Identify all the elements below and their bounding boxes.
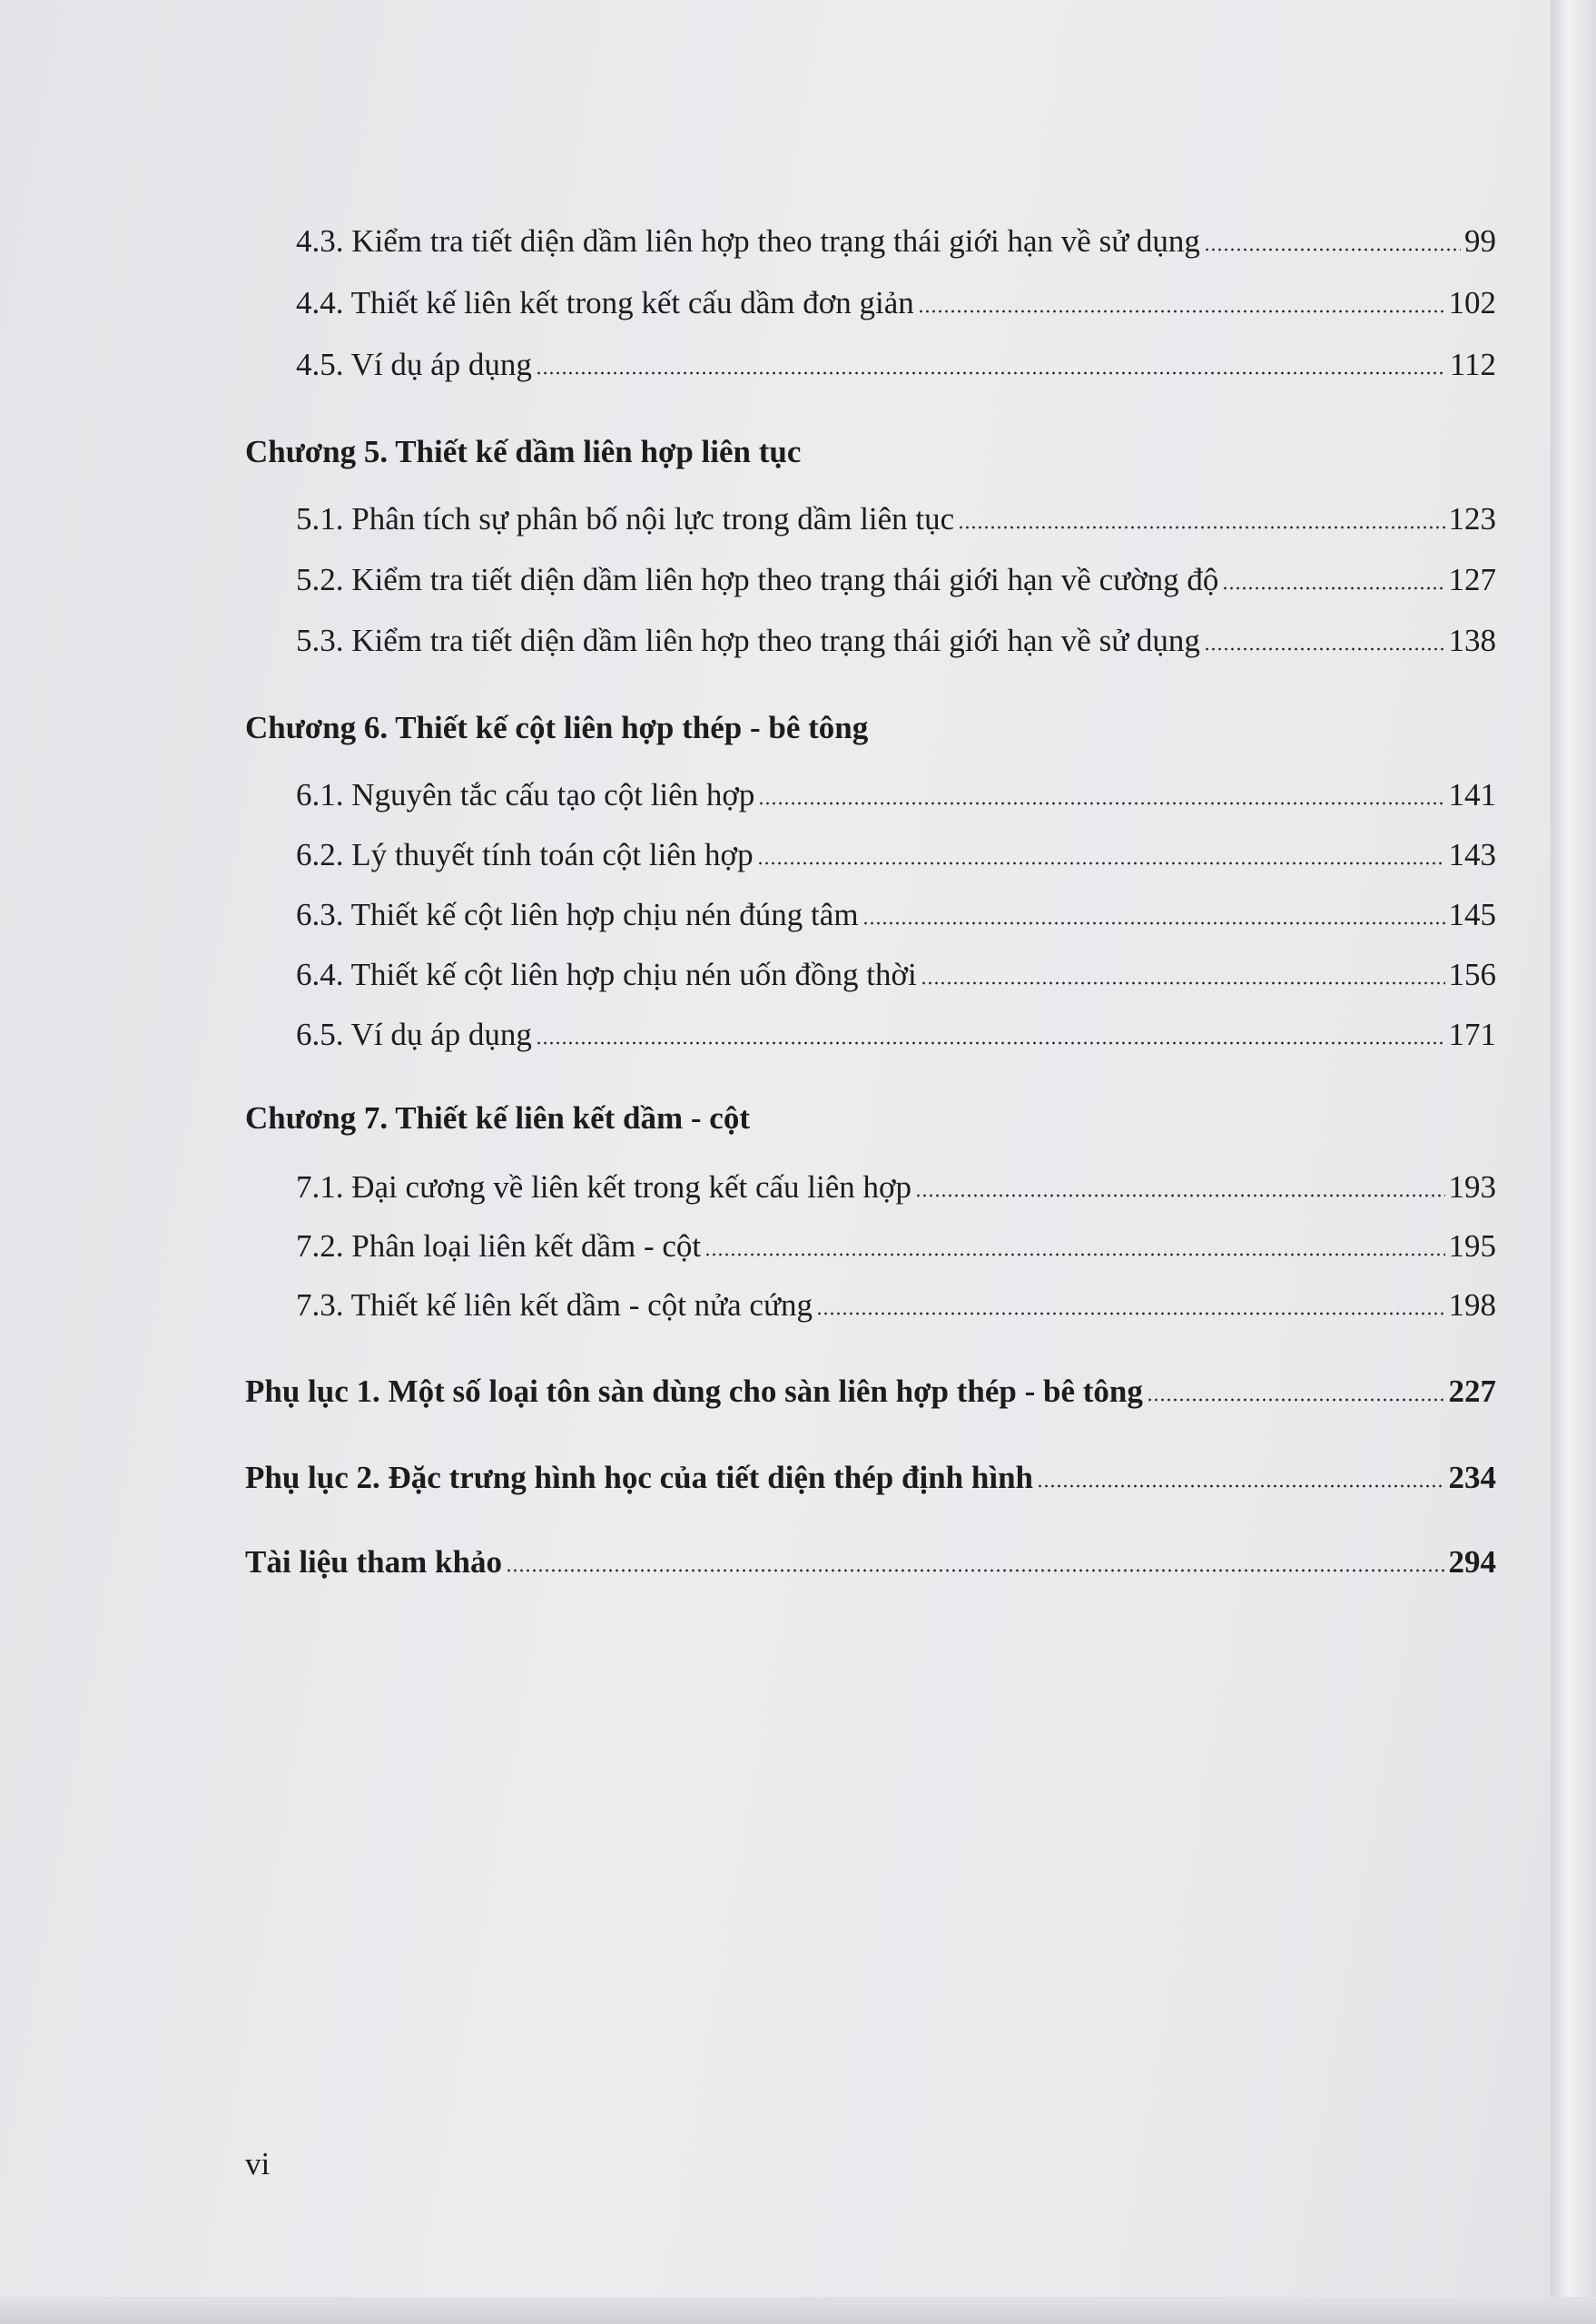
toc-entry [296,1167,1496,1207]
dot-leader [536,371,1446,375]
toc-entry-label: 4.5. Ví dụ áp dụng [296,347,532,382]
dot-leader [758,802,1444,805]
toc-entry [296,560,1496,600]
dot-leader [918,310,1445,313]
dot-leader [915,1194,1444,1197]
toc-entry-label: 4.4. Thiết kế liên kết trong kết cấu dầm đơn giản [296,285,914,320]
chapter-title: Chương 5. Thiết kế dầm liên hợp liên tục [245,434,802,469]
toc-page-number: 198 [1448,1287,1496,1323]
toc-entry [296,345,1496,385]
chapter-title: Chương 7. Thiết kế liên kết dầm - cột [245,1100,751,1136]
dot-leader [958,526,1444,529]
toc-page-number: 123 [1448,501,1496,537]
dot-leader [1204,248,1461,251]
toc-entry-label: 4.3. Kiểm tra tiết diện dầm liên hợp theo trạng thái giới hạn về sử dụng [296,223,1200,259]
dot-leader [1204,647,1445,651]
toc-entry [296,895,1496,935]
toc-page-number: 294 [1448,1544,1496,1580]
toc-entry [296,283,1496,323]
dot-leader [1222,586,1444,590]
toc-entry [296,621,1496,661]
toc-page-number: 141 [1448,777,1496,812]
dot-leader [862,921,1445,925]
chapter-title: Chương 6. Thiết kế cột liên hợp thép - bê tông [245,710,869,745]
toc-appendix-2 [245,1458,1496,1498]
toc-page-number: 99 [1464,223,1496,259]
toc-entry-label: 5.3. Kiểm tra tiết diện dầm liên hợp theo trạng thái giới hạn về sử dụng [296,623,1200,658]
toc-page-number: 138 [1448,623,1496,658]
toc-page-number: 193 [1448,1169,1496,1205]
toc-entry-label: Phụ lục 1. Một số loại tôn sàn dùng cho sàn liên hợp thép - bê tông [245,1374,1143,1409]
toc-entry [296,222,1496,261]
page-number: vi [245,2146,271,2181]
toc-entry [296,1015,1496,1055]
toc-entry [296,955,1496,995]
toc-entry-label: 6.3. Thiết kế cột liên hợp chịu nén đúng tâm [296,897,859,932]
toc-entry [296,1226,1496,1266]
toc-entry-label: 7.1. Đại cương về liên kết trong kết cấu liên hợp [296,1169,912,1205]
toc-appendix-1 [245,1372,1496,1412]
toc-entry-label: 7.2. Phân loại liên kết dầm - cột [296,1228,702,1264]
toc-page-number: 102 [1448,285,1496,320]
toc-entry-label: Tài liệu tham khảo [245,1544,502,1580]
dot-leader [816,1312,1445,1315]
toc-references [245,1542,1496,1582]
toc-entry [296,775,1496,815]
toc-page-number: 112 [1449,347,1496,382]
toc-page-number: 145 [1448,897,1496,932]
toc-page-number: 143 [1448,837,1496,872]
toc-entry-label: 6.4. Thiết kế cột liên hợp chịu nén uốn đồng thời [296,957,917,992]
toc-entry [296,835,1496,875]
dot-leader [1037,1484,1445,1488]
toc-entry [296,1285,1496,1325]
dot-leader [536,1041,1445,1045]
toc-page-number: 234 [1448,1460,1496,1495]
toc-entry-label: 6.2. Lý thuyết tính toán cột liên hợp [296,837,754,872]
dot-leader [1147,1398,1445,1402]
toc-entry-label: 5.1. Phân tích sự phân bố nội lực trong dầm liên tục [296,501,955,537]
toc-entry-label: 6.5. Ví dụ áp dụng [296,1017,532,1052]
toc-page-number: 156 [1448,957,1496,992]
toc-page-number: 171 [1448,1017,1496,1052]
toc-entry-label: Phụ lục 2. Đặc trưng hình học của tiết diện thép định hình [245,1460,1033,1495]
toc-entry-label: 6.1. Nguyên tắc cấu tạo cột liên hợp [296,777,755,812]
toc-entry-label: 7.3. Thiết kế liên kết dầm - cột nửa cứng [296,1287,813,1323]
toc-page-number: 195 [1448,1228,1496,1264]
page-edge [1551,0,1596,2324]
toc-page-number: 227 [1448,1374,1496,1409]
toc-page-number: 127 [1448,562,1496,597]
dot-leader [704,1253,1444,1256]
toc-entry-label: 5.2. Kiểm tra tiết diện dầm liên hợp theo trạng thái giới hạn về cường độ [296,562,1219,597]
dot-leader [757,862,1445,865]
dot-leader [921,981,1445,985]
toc-entry [296,499,1496,539]
dot-leader [506,1569,1445,1572]
page-bottom-edge [0,2297,1596,2324]
